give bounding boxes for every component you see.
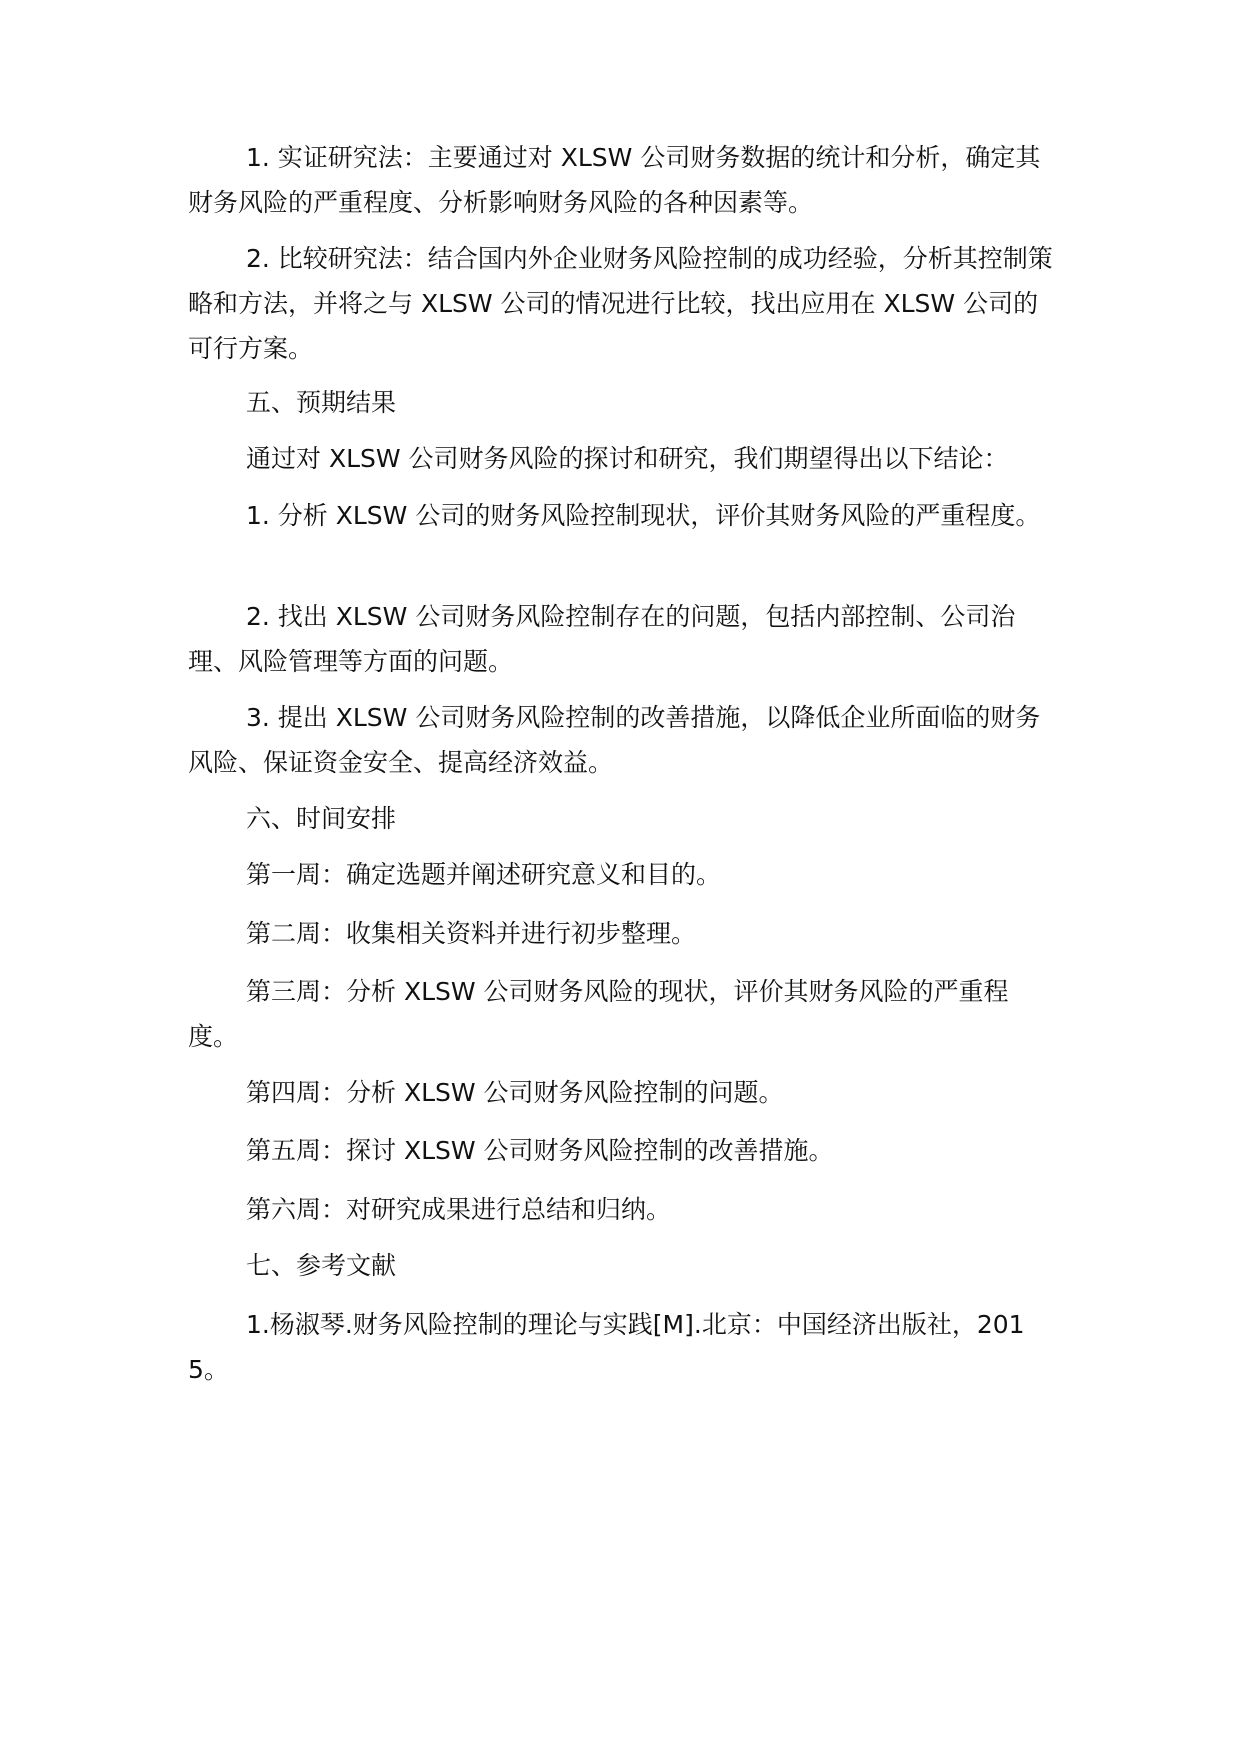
section-heading-references: 七、参考文献 — [246, 1251, 397, 1280]
method-empirical-paragraph: 1. 实证研究法：主要通过对 XLSW 公司财务数据的统计和分析，确定其财务风险的严重程度、分析影响财务风险的各种因素等。 — [188, 143, 1041, 217]
expected-results-intro: 通过对 XLSW 公司财务风险的探讨和研究，我们期望得出以下结论： — [246, 444, 1009, 473]
expected-result-item-3: 3. 提出 XLSW 公司财务风险控制的改善措施，以降低企业所面临的财务风险、保证资金安全、提高经济效益。 — [188, 703, 1041, 777]
reference-item-1: 1.杨淑琴.财务风险控制的理论与实践[M].北京：中国经济出版社，2015。 — [188, 1310, 1025, 1384]
schedule-week-3: 第三周：分析 XLSW 公司财务风险的现状，评价其财务风险的严重程度。 — [188, 977, 1009, 1051]
method-comparative-paragraph: 2. 比较研究法：结合国内外企业财务风险控制的成功经验，分析其控制策略和方法，并将之与 XLSW 公司的情况进行比较，找出应用在 XLSW 公司的可行方案。 — [188, 244, 1053, 363]
schedule-week-1: 第一周：确定选题并阐述研究意义和目的。 — [246, 860, 722, 889]
section-heading-expected-results: 五、预期结果 — [246, 388, 397, 417]
section-heading-schedule: 六、时间安排 — [246, 804, 397, 833]
expected-result-item-2: 2. 找出 XLSW 公司财务风险控制存在的问题，包括内部控制、公司治理、风险管理等方面的问题。 — [188, 602, 1016, 676]
expected-result-item-1: 1. 分析 XLSW 公司的财务风险控制现状，评价其财务风险的严重程度。 — [246, 501, 1041, 530]
schedule-week-4: 第四周：分析 XLSW 公司财务风险控制的问题。 — [246, 1078, 784, 1107]
schedule-week-6: 第六周：对研究成果进行总结和归纳。 — [246, 1195, 672, 1224]
schedule-week-5: 第五周：探讨 XLSW 公司财务风险控制的改善措施。 — [246, 1136, 834, 1165]
schedule-week-2: 第二周：收集相关资料并进行初步整理。 — [246, 919, 697, 948]
